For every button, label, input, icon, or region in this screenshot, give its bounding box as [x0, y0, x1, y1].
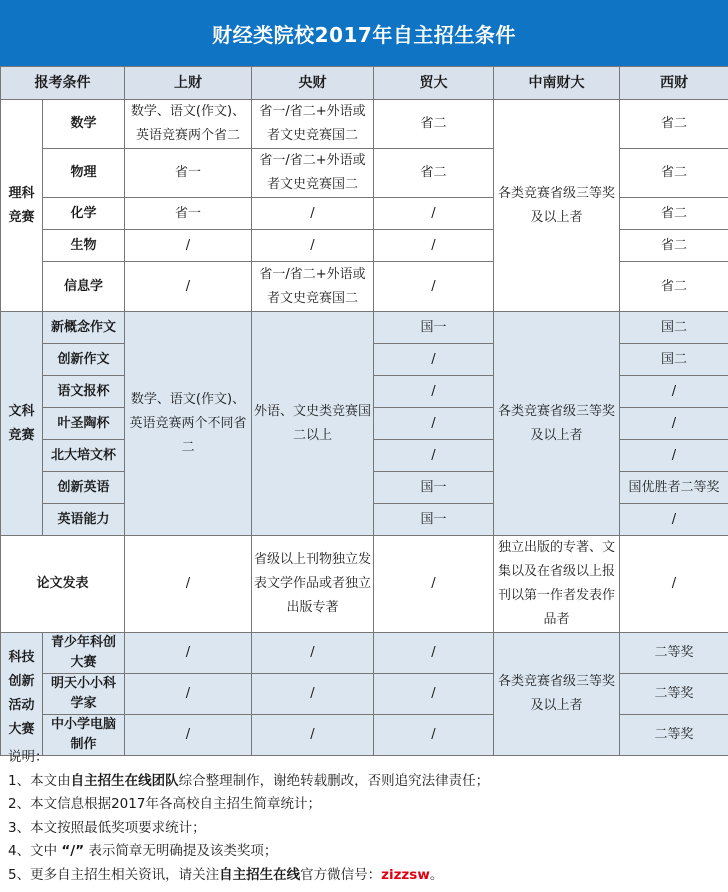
- notes-heading: 说明：: [8, 749, 49, 765]
- header-uibe: 贸大: [374, 67, 494, 100]
- cell-cufe: 省一/省二+外语或者文史竞赛国二: [252, 100, 374, 149]
- category-liberal-arts: 文科竞赛: [1, 312, 43, 536]
- header-condition: 报考条件: [1, 67, 125, 100]
- notes-section: [8, 746, 720, 887]
- cell-zuel: 各类竞赛省级三等奖及以上者: [494, 633, 620, 756]
- table-row: [1, 674, 728, 715]
- table-row: [1, 536, 728, 633]
- cell-cufe: 省一/省二+外语或者文史竞赛国二: [252, 262, 374, 312]
- cell-sufe: /: [125, 262, 252, 312]
- cell-sufe: /: [125, 674, 252, 715]
- cell-uibe: /: [374, 376, 494, 408]
- subject-label: 化学: [43, 198, 125, 230]
- cell-zuel: 各类竞赛省级三等奖及以上者: [494, 312, 620, 536]
- table-row: [1, 230, 728, 262]
- subject-label: 创新作文: [43, 344, 125, 376]
- cell-swufe: /: [620, 440, 728, 472]
- subject-label: 英语能力: [43, 504, 125, 536]
- subject-label: 青少年科创大赛: [43, 633, 125, 674]
- cell-uibe: /: [374, 715, 494, 756]
- subject-label: 创新英语: [43, 472, 125, 504]
- category-science: 理科竞赛: [1, 100, 43, 312]
- cell-cufe: 省一/省二+外语或者文史竞赛国二: [252, 149, 374, 198]
- subject-label: 生物: [43, 230, 125, 262]
- cell-sufe: /: [125, 230, 252, 262]
- cell-sufe: /: [125, 715, 252, 756]
- cell-cufe: /: [252, 230, 374, 262]
- cell-swufe: 二等奖: [620, 674, 728, 715]
- cell-sufe: /: [125, 633, 252, 674]
- cell-uibe: /: [374, 230, 494, 262]
- cell-swufe: 国二: [620, 312, 728, 344]
- cell-uibe: 省二: [374, 149, 494, 198]
- cell-swufe: 省二: [620, 198, 728, 230]
- header-row: [1, 67, 728, 100]
- note-5: 5、更多自主招生相关资讯，请关注自主招生在线官方微信号：zizzsw。: [8, 866, 444, 883]
- cell-swufe: /: [620, 376, 728, 408]
- header-zuel: 中南财大: [494, 67, 620, 100]
- cell-swufe: 省二: [620, 230, 728, 262]
- cell-sufe: /: [125, 536, 252, 633]
- cell-swufe: /: [620, 504, 728, 536]
- table-row: [1, 100, 728, 149]
- cell-uibe: /: [374, 674, 494, 715]
- cell-uibe: /: [374, 440, 494, 472]
- cell-sufe: 数学、语文(作文)、英语竞赛两个省二: [125, 100, 252, 149]
- header-swufe: 西财: [620, 67, 728, 100]
- cell-swufe: 省二: [620, 262, 728, 312]
- cell-cufe: /: [252, 198, 374, 230]
- note-2: 2、本文信息根据2017年各高校自主招生简章统计；: [8, 796, 321, 812]
- admission-table: [0, 66, 728, 756]
- table-row: [1, 198, 728, 230]
- note-1: 1、本文由自主招生在线团队综合整理制作，谢绝转载删改，否则追究法律责任；: [8, 772, 490, 789]
- subject-label: 信息学: [43, 262, 125, 312]
- subject-label: 语文报杯: [43, 376, 125, 408]
- cell-uibe: /: [374, 633, 494, 674]
- cell-uibe: 省二: [374, 100, 494, 149]
- cell-cufe: /: [252, 715, 374, 756]
- cell-uibe: /: [374, 198, 494, 230]
- subject-label: 中小学电脑制作: [43, 715, 125, 756]
- cell-swufe: 二等奖: [620, 715, 728, 756]
- cell-uibe: /: [374, 408, 494, 440]
- cell-uibe: 国一: [374, 504, 494, 536]
- cell-swufe: 二等奖: [620, 633, 728, 674]
- subject-label: 数学: [43, 100, 125, 149]
- cell-uibe: /: [374, 344, 494, 376]
- cell-zuel: 各类竞赛省级三等奖及以上者: [494, 100, 620, 312]
- cell-uibe: 国一: [374, 312, 494, 344]
- note-4: 4、文中 “/” 表示简章无明确提及该类奖项；: [8, 843, 278, 859]
- cell-swufe: 省二: [620, 100, 728, 149]
- table-row: [1, 262, 728, 312]
- cell-uibe: /: [374, 536, 494, 633]
- cell-cufe: 外语、文史类竞赛国二以上: [252, 312, 374, 536]
- cell-uibe: /: [374, 262, 494, 312]
- cell-swufe: /: [620, 536, 728, 633]
- cell-swufe: /: [620, 408, 728, 440]
- category-paper: 论文发表: [1, 536, 125, 633]
- table-row: [1, 312, 728, 344]
- cell-swufe: 国二: [620, 344, 728, 376]
- cell-swufe: 省二: [620, 149, 728, 198]
- cell-swufe: 国优胜者二等奖: [620, 472, 728, 504]
- subject-label: 北大培文杯: [43, 440, 125, 472]
- subject-label: 物理: [43, 149, 125, 198]
- table-row: [1, 633, 728, 674]
- cell-cufe: 省级以上刊物独立发表文学作品或者独立出版专著: [252, 536, 374, 633]
- subject-label: 叶圣陶杯: [43, 408, 125, 440]
- cell-sufe: 省一: [125, 198, 252, 230]
- category-tech: 科技创新活动大赛: [1, 633, 43, 756]
- cell-sufe: 数学、语文(作文)、英语竞赛两个不同省二: [125, 312, 252, 536]
- header-cufe: 央财: [252, 67, 374, 100]
- page-title: 财经类院校2017年自主招生条件: [0, 0, 728, 66]
- cell-zuel: 独立出版的专著、文集以及在省级以上报刊以第一作者发表作品者: [494, 536, 620, 633]
- table-row: [1, 149, 728, 198]
- cell-uibe: 国一: [374, 472, 494, 504]
- subject-label: 新概念作文: [43, 312, 125, 344]
- note-3: 3、本文按照最低奖项要求统计；: [8, 819, 206, 836]
- header-sufe: 上财: [125, 67, 252, 100]
- cell-cufe: /: [252, 633, 374, 674]
- cell-sufe: 省一: [125, 149, 252, 198]
- subject-label: 明天小小科学家: [43, 674, 125, 715]
- wechat-id: zizzsw: [381, 866, 430, 883]
- cell-cufe: /: [252, 674, 374, 715]
